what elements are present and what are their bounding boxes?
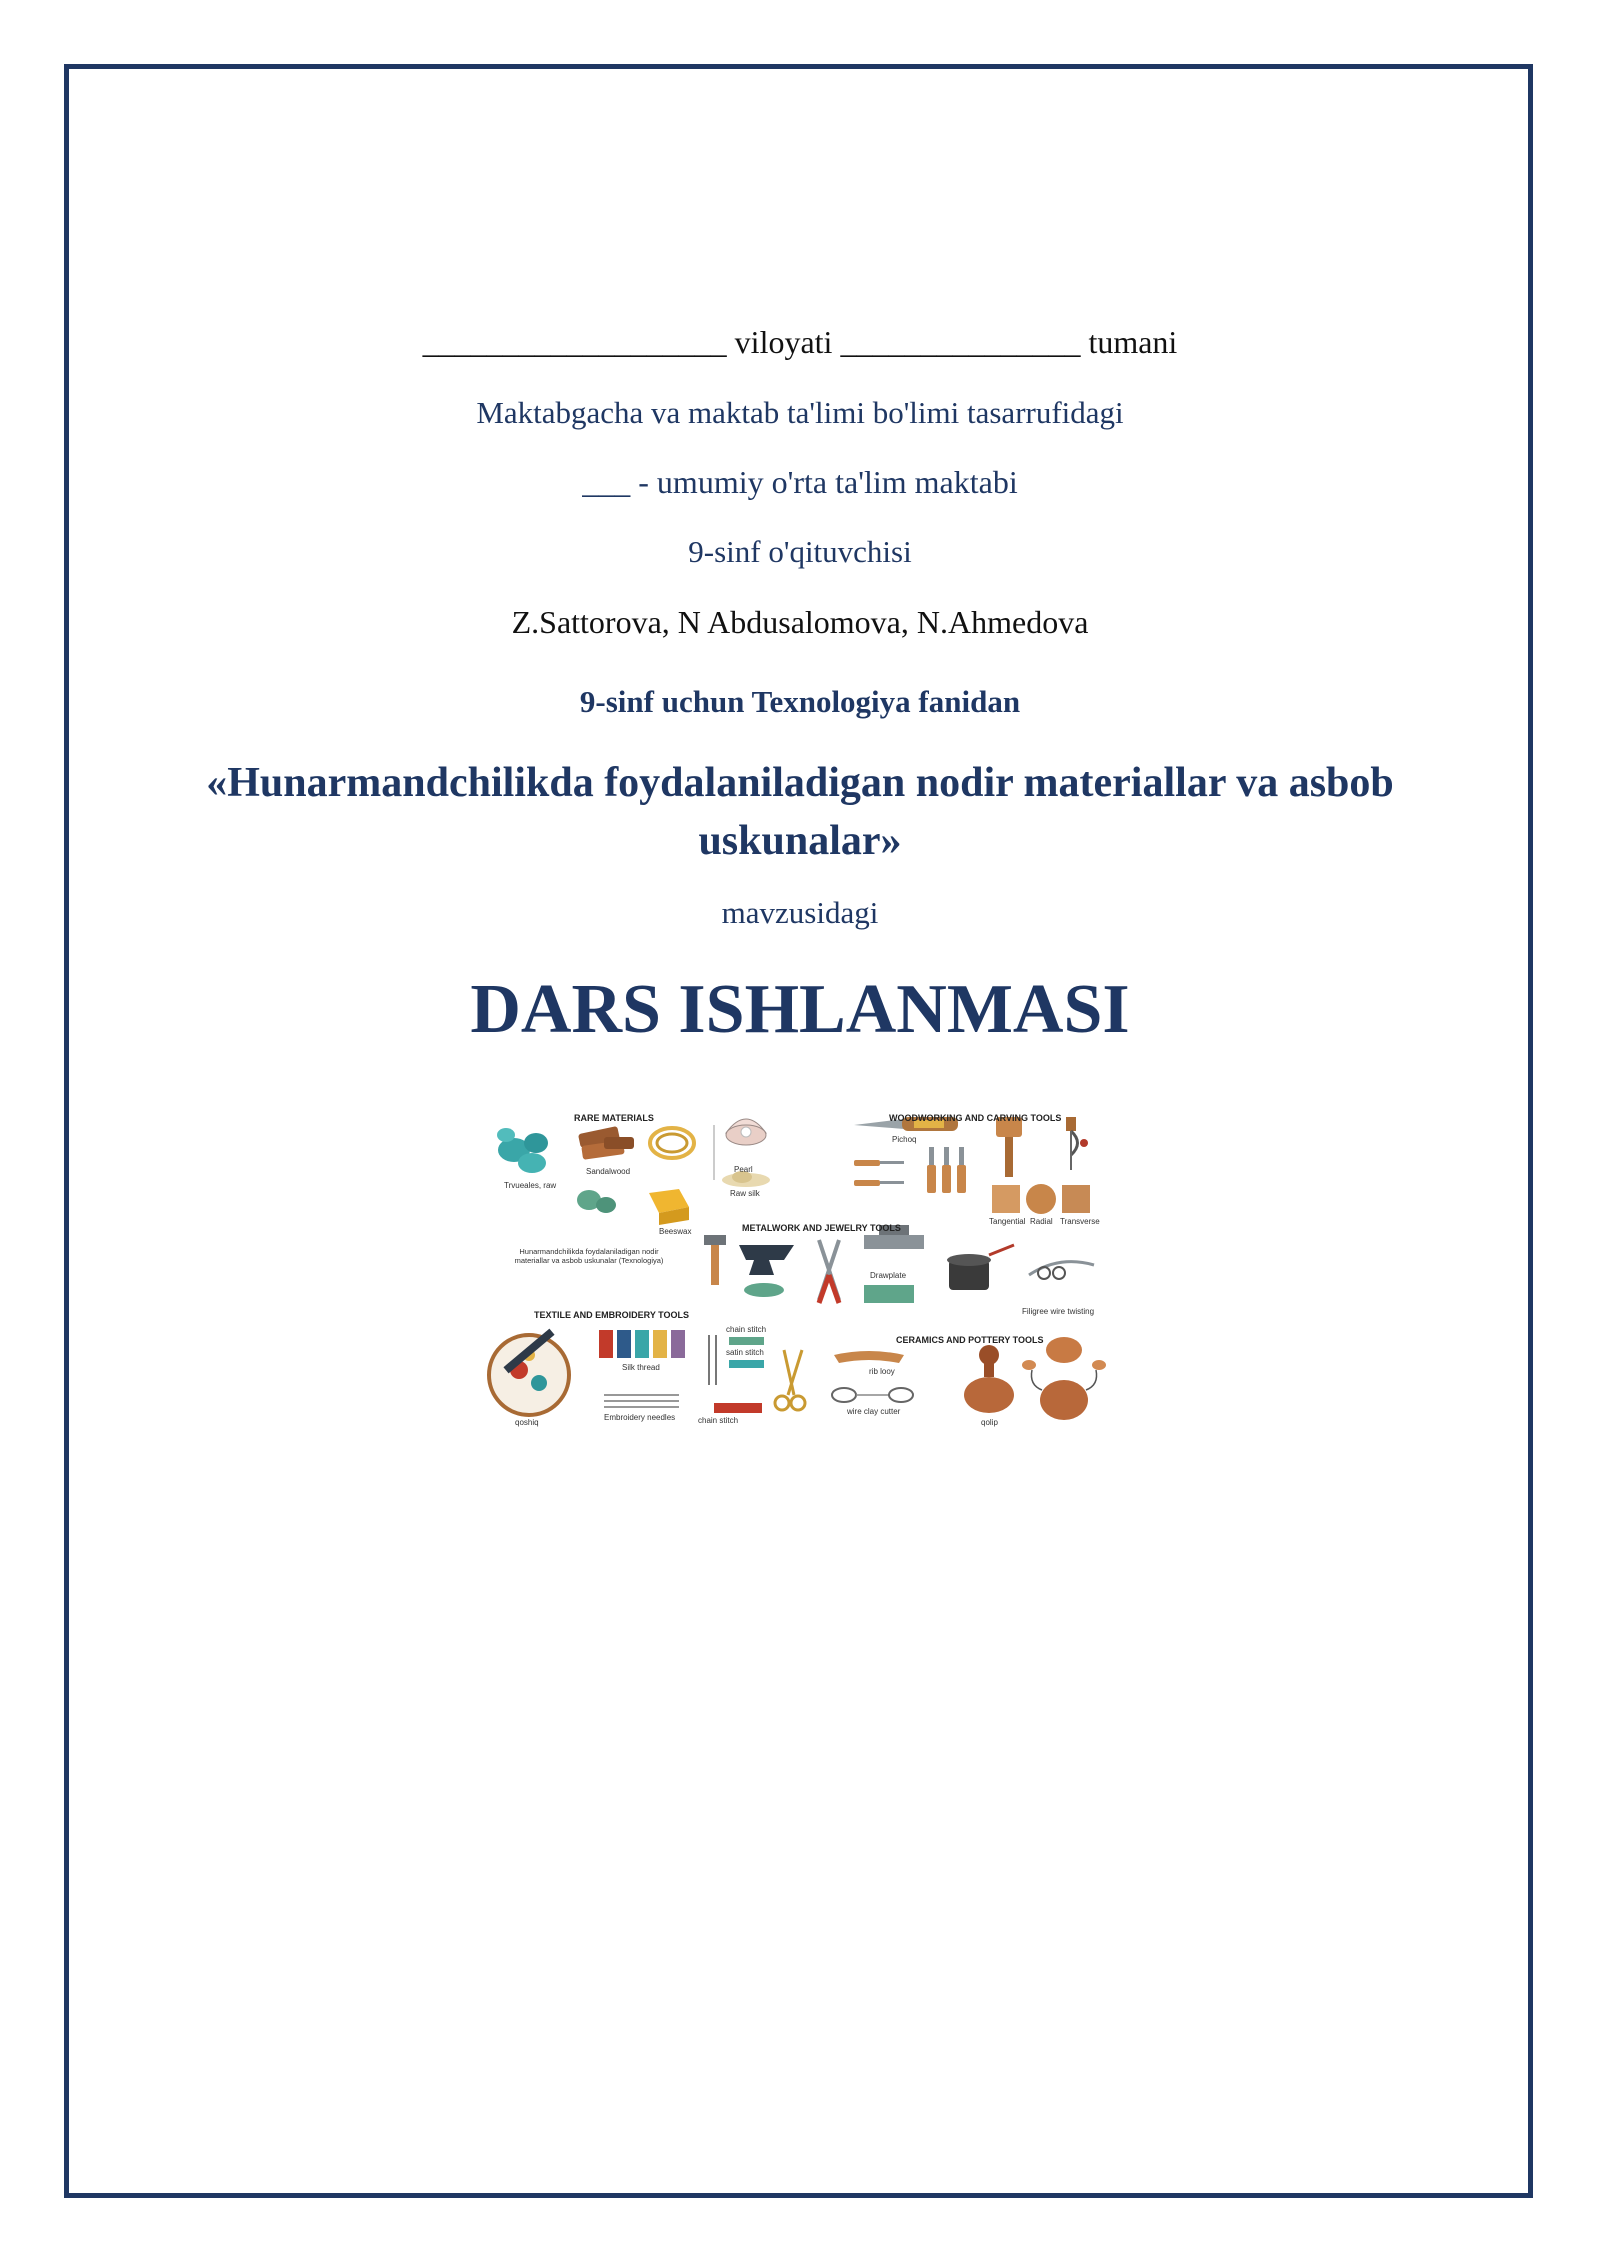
region-line: ___________________ viloyati _______________ tumani (422, 324, 1178, 360)
label-chain-stitch: chain stitch (698, 1416, 739, 1425)
label-turquoise: Trvueales, raw (504, 1181, 557, 1190)
label-raw-silk: Raw silk (730, 1189, 760, 1198)
section-ceramics: CERAMICS AND POTTERY TOOLS (896, 1335, 1044, 1345)
label-pichoq: Pichoq (892, 1135, 917, 1144)
topic-suffix: mavzusidagi (721, 895, 879, 930)
document-type-title: DARS ISHLANMASI (470, 971, 1130, 1048)
label-transverse: Transverse (1060, 1217, 1100, 1226)
subject-title: 9-sinf uchun Texnologiya fanidan (579, 684, 1021, 719)
department-line: Maktabgacha va maktab ta'limi bo'limi tasarrufidagi (476, 395, 1124, 430)
label-rib-looy: rib looy (869, 1367, 895, 1376)
label-sandalwood: Sandalwood (586, 1167, 631, 1176)
topic-title: «Hunarmandchilikda foydalaniladigan nodir materiallar va asbob uskunalar» (206, 760, 1394, 864)
teacher-role: 9-sinf o'qituvchisi (688, 534, 912, 569)
school-line: ___ - umumiy o'rta ta'lim maktabi (582, 464, 1018, 500)
label-pearl: Pearl (734, 1165, 753, 1174)
illustration-caption: Hunarmandchilikda foydalaniladigan nodir materiallar va asbob uskunalar (Texnologiya) (514, 1247, 664, 1265)
section-metalwork: METALWORK AND JEWELRY TOOLS (742, 1223, 901, 1233)
label-qoshiq: qoshiq (515, 1418, 539, 1427)
section-rare-materials: RARE MATERIALS (574, 1113, 654, 1123)
label-chain-stitch-top: chain stitch (726, 1325, 767, 1334)
label-radial: Radial (1030, 1217, 1053, 1226)
crafts-illustration (484, 1085, 1130, 1440)
label-beeswax: Beeswax (659, 1227, 692, 1236)
silk-thread-spools-icon (599, 1330, 685, 1358)
section-woodworking: WOODWORKING AND CARVING TOOLS (889, 1113, 1062, 1123)
label-qolip: qolip (981, 1418, 998, 1427)
label-wire-clay-cutter: wire clay cutter (847, 1407, 901, 1416)
section-textile: TEXTILE AND EMBROIDERY TOOLS (534, 1310, 690, 1320)
authors: Z.Sattorova, N Abdusalomova, N.Ahmedova (511, 604, 1089, 640)
label-satin-stitch: satin stitch (726, 1348, 764, 1357)
label-drawplate: Drawplate (870, 1271, 907, 1280)
label-filigree: Filigree wire twisting (1022, 1307, 1095, 1316)
label-tangential: Tangential (989, 1217, 1026, 1226)
label-embroidery-needles: Embroidery needles (604, 1413, 676, 1422)
label-silk-thread: Silk thread (622, 1363, 660, 1372)
wood-cuts-icon (992, 1184, 1090, 1214)
